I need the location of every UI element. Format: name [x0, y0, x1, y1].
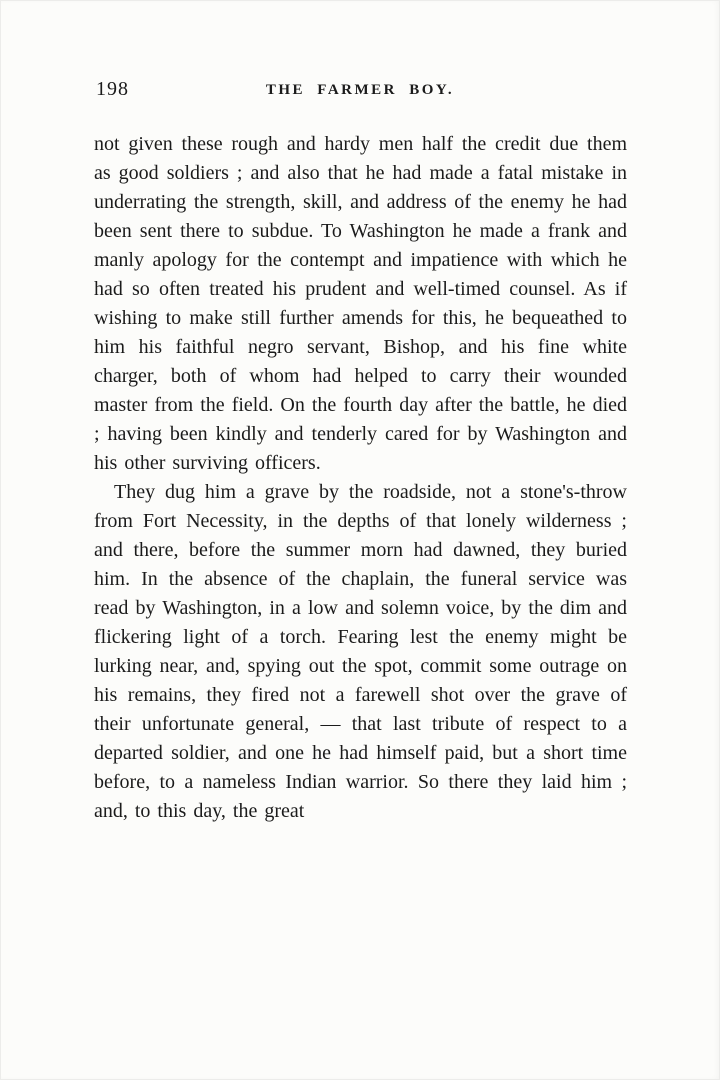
page-header: [94, 0, 626, 108]
paragraph-1: not given these rough and hardy men half the credit due them as good soldiers ; and also that he had made a fatal mistake in underrating the strength, skill, and address of the enemy he had been sent there to subdue. To Washington he made a frank and manly apology for the contempt and impatience with which he had so often treated his prudent and well-timed counsel. As if wishing to make still further amends for this, he bequeathed to him his faithful negro servant, Bishop, and his fine white charger, both of whom had helped to carry their wounded master from the field. On the fourth day after the battle, he died ; having been kindly and tenderly cared for by Washington and his other surviving officers.: [94, 133, 627, 474]
page-body: [94, 130, 627, 826]
page-number: 198: [96, 78, 129, 100]
running-head: THE FARMER BOY.: [265, 82, 455, 98]
paragraph-2: They dug him a grave by the roadside, not a stone's-throw from Fort Necessity, in the depths of that lonely wilderness ; and there, before the summer morn had dawned, they buried him. In the absence of the chaplain, the funeral service was read by Washington, in a low and solemn voice, by the dim and flickering light of a torch. Fearing lest the enemy might be lurking near, and, spying out the spot, commit some outrage on his remains, they fired not a farewell shot over the grave of their unfortunate general, — that last tribute of respect to a departed soldier, and one he had himself paid, but a short time before, to a nameless Indian warrior. So there they laid him ; and, to this day, the great: [94, 481, 627, 822]
